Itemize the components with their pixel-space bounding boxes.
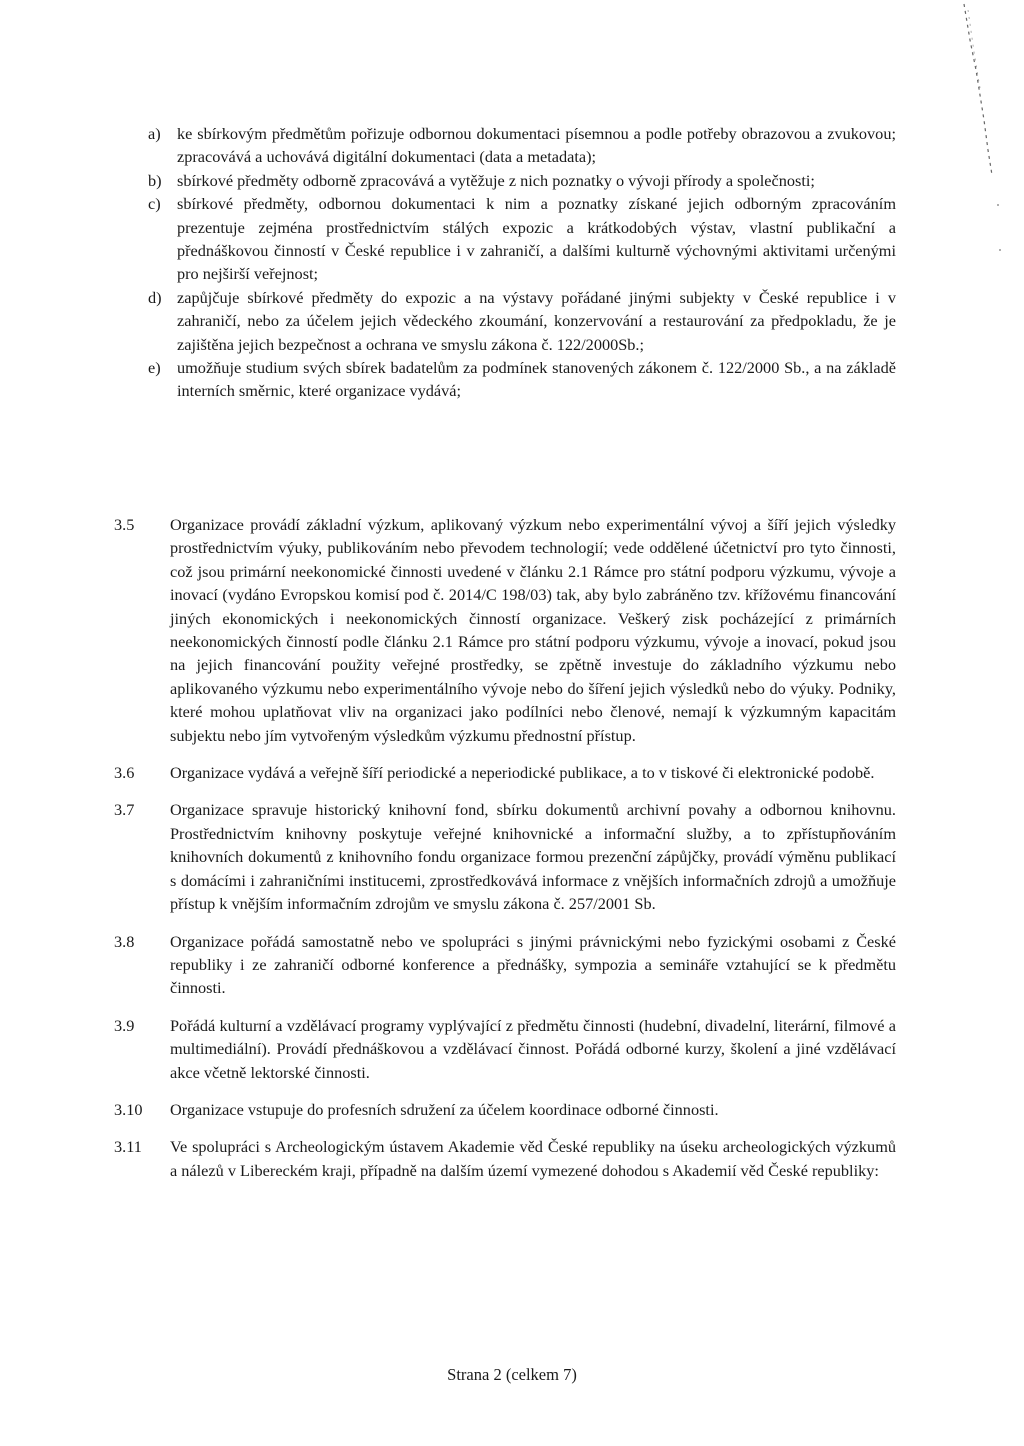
section-3-5: [114, 513, 896, 747]
scan-edge-mark: [962, 0, 1002, 260]
list-item-text: sbírkové předměty odborně zpracovává a vytěžuje z nich poznatky o vývoji přírody a společnosti;: [177, 170, 815, 190]
page-number-label: Strana 2 (celkem 7): [447, 1365, 577, 1384]
section-3-9: [114, 1014, 896, 1084]
section-text: Pořádá kulturní a vzdělávací programy vyplývající z předmětu činnosti (hudební, divadelní, literární, filmové a multimediální). Provádí přednáškovou a vzdělávací činnost. Pořádá odborné kurzy, školení a jiné vzdělávací akce včetně lektorské činnosti.: [170, 1015, 896, 1082]
section-3-7: [114, 798, 896, 915]
section-number: 3.6: [114, 763, 135, 783]
list-item-e: [148, 356, 896, 403]
list-item-a: [148, 122, 896, 169]
section-3-11: [114, 1135, 896, 1182]
list-marker: b): [148, 170, 162, 190]
section-3-6: [114, 761, 896, 784]
list-item-text: umožňuje studium svých sbírek badatelům za podmínek stanovených zákonem č. 122/2000 Sb., a na základě interních směrnic, které organizace vydává;: [177, 358, 896, 401]
section-text: Organizace pořádá samostatně nebo ve spolupráci s jinými právnickými nebo fyzickými osobami z České republiky i ze zahraničí odborné konference a přednášky, sympozia a semináře vztahující se k předmětu činnosti.: [170, 931, 896, 998]
list-item-text: sbírkové předměty, odbornou dokumentaci k nim a poznatky získané jejich odborným zpracováním prezentuje zejména prostřednictvím stálých expozic a krátkodobých výstav, vlastní publikační a přednáškovou činností v České republice i v zahraničí, a dalšími kulturně výchovnými aktivitami určenými pro nejširší veřejnost;: [177, 194, 896, 284]
collection-activities-list: [148, 122, 896, 403]
list-item-d: [148, 286, 896, 356]
section-number: 3.9: [114, 1015, 135, 1035]
section-number: 3.8: [114, 931, 135, 951]
numbered-sections: [114, 513, 896, 1196]
section-3-10: [114, 1098, 896, 1121]
section-number: 3.7: [114, 800, 135, 820]
list-item-text: zapůjčuje sbírkové předměty do expozic a na výstavy pořádané jinými subjekty v České republice i v zahraničí, nebo za účelem jejich vědeckého zkoumání, konzervování a restaurování za předpokladu, že je zajištěna jejich bezpečnost a ochrana ve smyslu zákona č. 122/2000Sb.;: [177, 287, 896, 354]
list-marker: d): [148, 287, 162, 307]
list-item-b: [148, 169, 896, 192]
section-text: Organizace vstupuje do profesních sdružení za účelem koordinace odborné činnosti.: [170, 1099, 719, 1119]
list-marker: c): [148, 194, 161, 214]
section-number: 3.10: [114, 1099, 143, 1119]
section-text: Organizace spravuje historický knihovní fond, sbírku dokumentů archivní povahy a odbornou knihovnu. Prostřednictvím knihovny poskytuje veřejné knihovnické a informační služby, a to zpřístupňováním knihovních dokumentů z knihovního fondu organizace formou prezenční zápůjčky, provádí výměnu publikací s domácími i zahraničními institucemi, zprostředkovává informace z vnějších informačních zdrojů a umožňuje přístup k vnějším informačním zdrojům ve smyslu zákona č. 257/2001 Sb.: [170, 800, 896, 914]
list-item-c: [148, 192, 896, 286]
list-item-text: ke sbírkovým předmětům pořizuje odbornou dokumentaci písemnou a podle potřeby obrazovou a zvukovou; zpracovává a uchovává digitální dokumentaci (data a metadata);: [177, 124, 896, 167]
page-footer: [0, 1365, 1024, 1385]
list-marker: e): [148, 358, 161, 378]
section-number: 3.11: [114, 1137, 142, 1157]
section-3-8: [114, 930, 896, 1000]
section-text: Ve spolupráci s Archeologickým ústavem Akademie věd České republiky na úseku archeologických výzkumů a nálezů v Libereckém kraji, případně na dalším území vymezené dohodou s Akademií věd České republiky:: [170, 1137, 896, 1180]
section-text: Organizace vydává a veřejně šíří periodické a neperiodické publikace, a to v tiskové či elektronické podobě.: [170, 763, 875, 783]
section-number: 3.5: [114, 515, 135, 534]
list-marker: a): [148, 124, 161, 143]
section-text: Organizace provádí základní výzkum, aplikovaný výzkum nebo experimentální vývoj a šíří jejich výsledky prostřednictvím výuky, publikováním nebo převodem technologií; vede oddělené účetnictví pro tyto činnosti, což jsou primární neekonomické činnosti uvedené v článku 2.1 Rámce pro státní podporu výzkumu, vývoje a inovací (vydáno Evropskou komisí pod č. 2014/C 198/03) tak, aby bylo zabráněno tzv. křížovému financování jiných ekonomických i neekonomických činností organizace. Veškerý zisk pocházející z primárních neekonomických činností podle článku 2.1 Rámce pro státní podporu výzkumu, vývoje a inovací, pokud jsou na jejich financování použity veřejné prostředky, se zpětně investuje do základního výzkumu nebo aplikovaného výzkumu nebo experimentálního vývoje nebo do šíření jejich výsledků nebo do výuky. Podniky, které mohou uplatňovat vliv na organizaci jako podílníci nebo členové, nemají k výzkumným kapacitám subjektu nebo jím vytvořeným výsledkům výzkumu přednostní přístup.: [170, 515, 896, 745]
